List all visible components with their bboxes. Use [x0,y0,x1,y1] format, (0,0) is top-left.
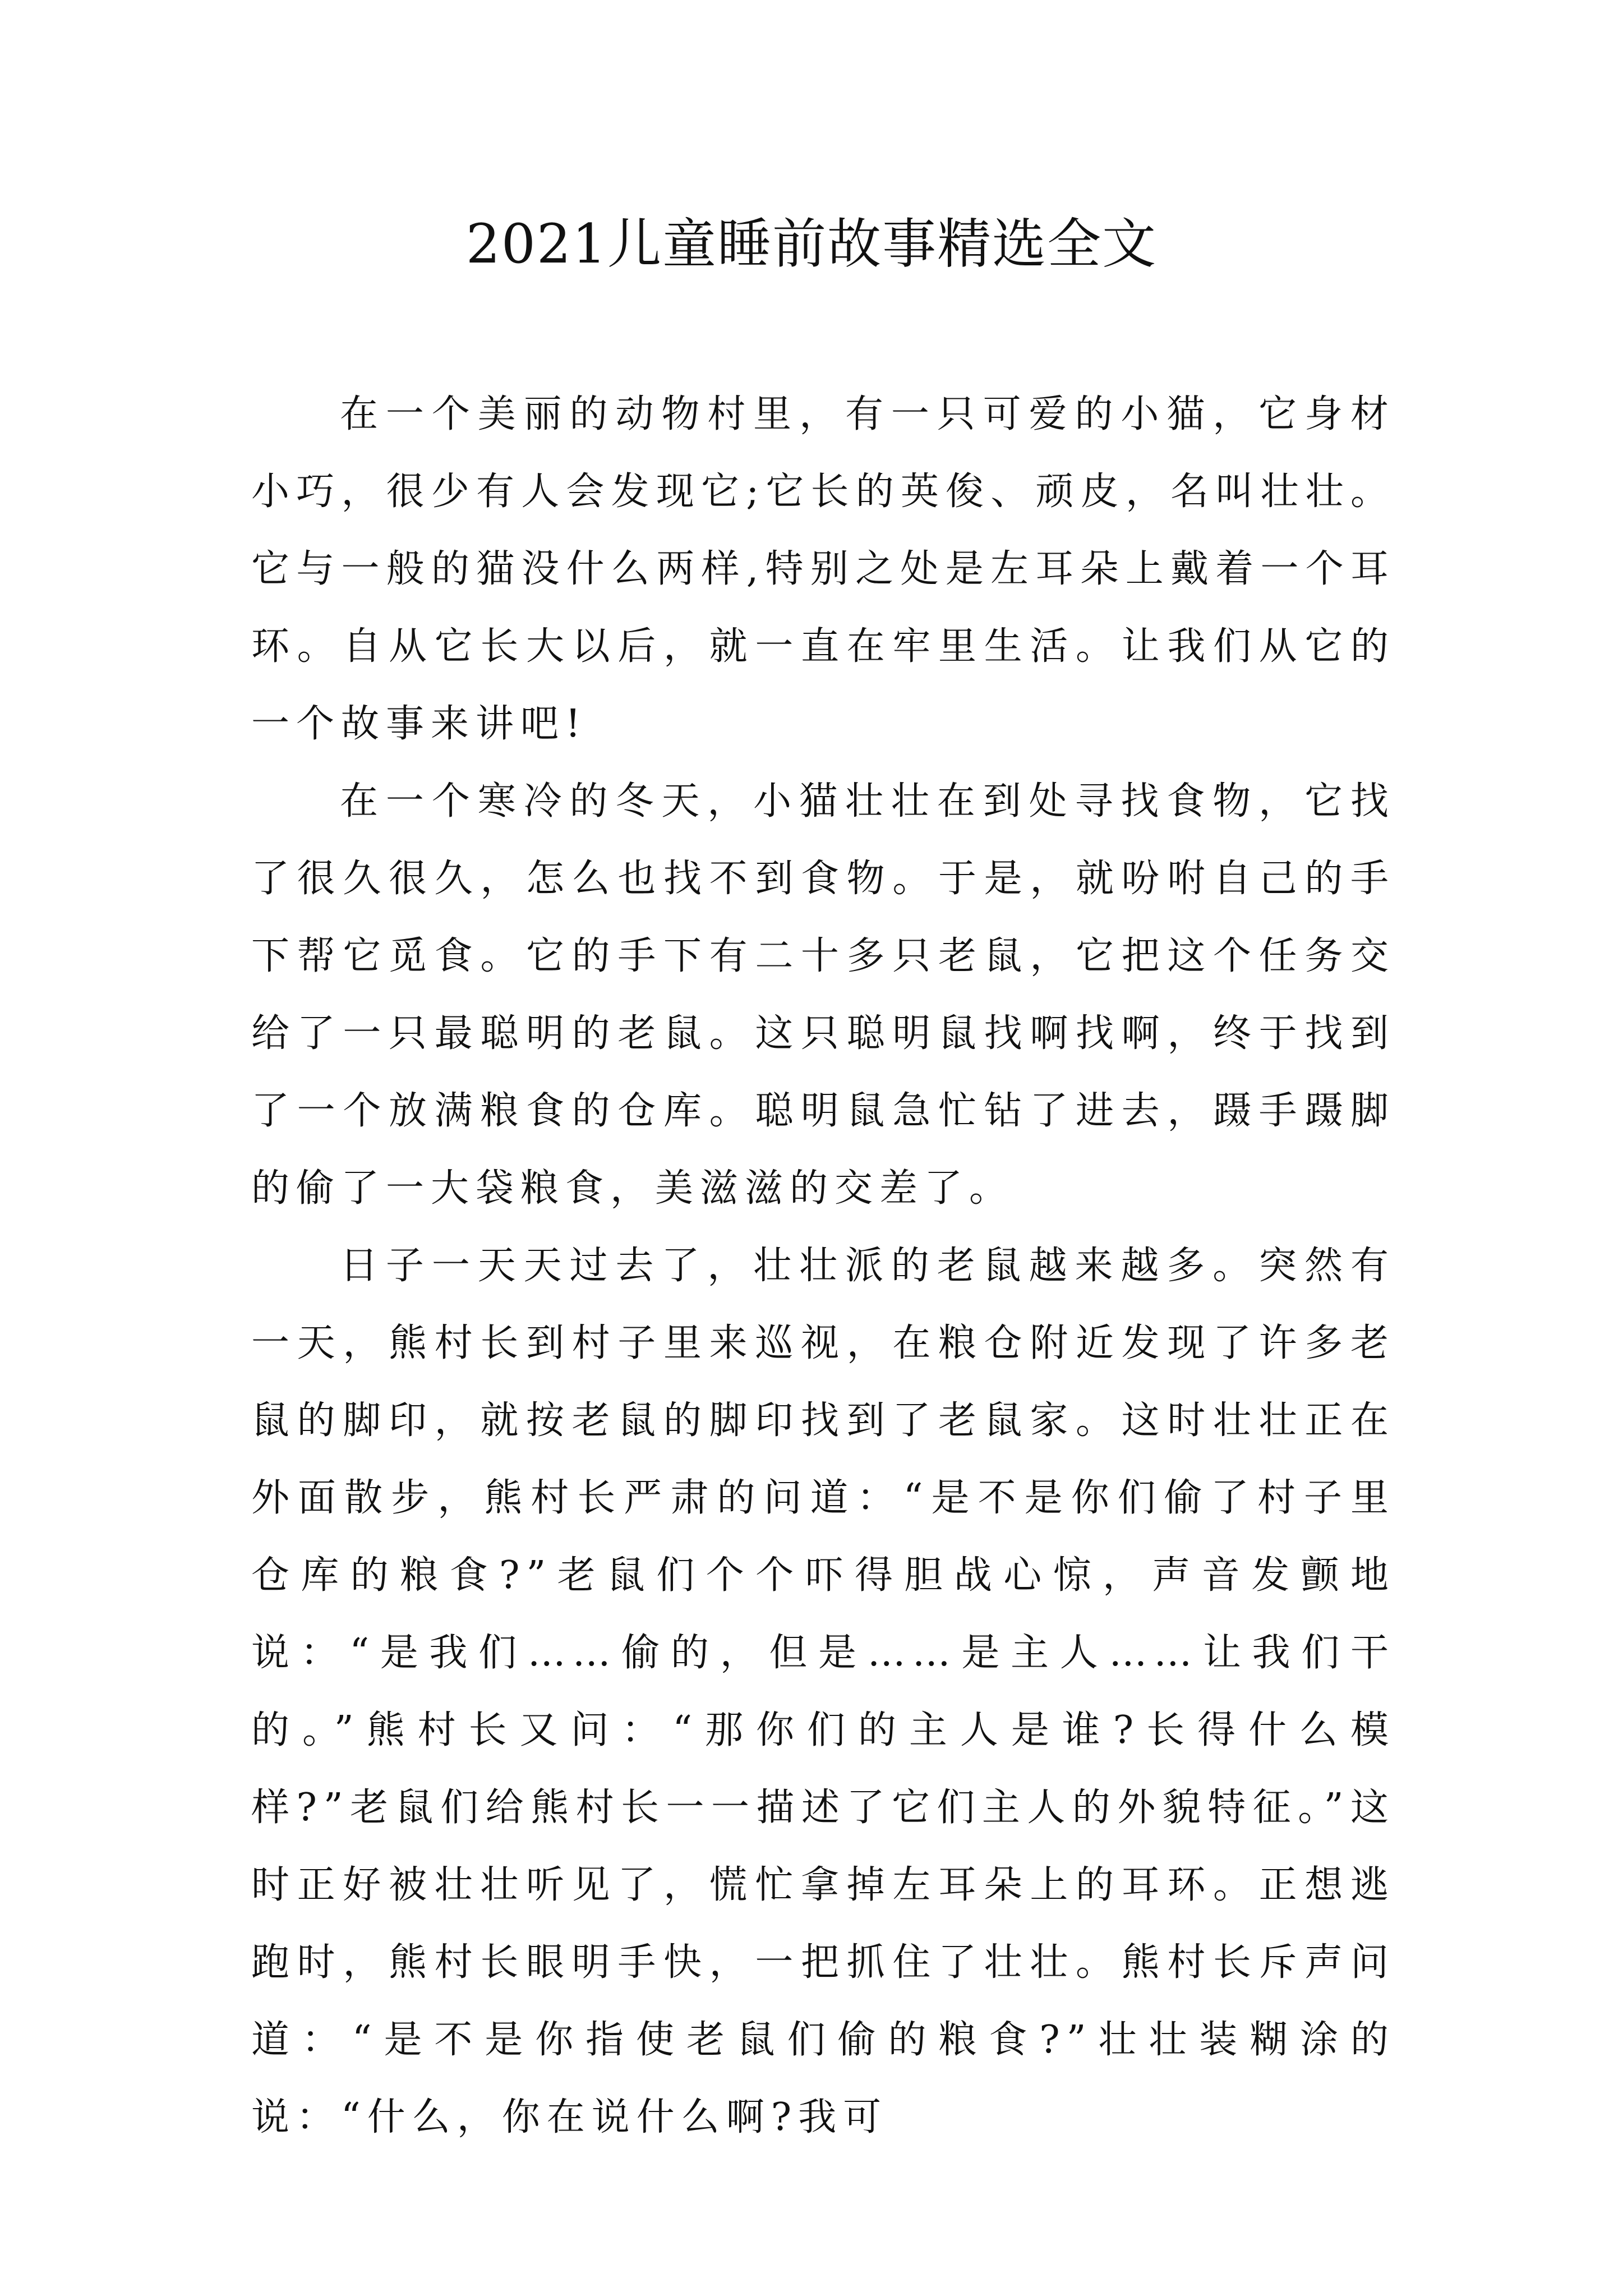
document-body [251,376,1395,2156]
paragraph-3: 日子一天天过去了，壮壮派的老鼠越来越多。突然有一天，熊村长到村子里来巡视，在粮仓附近发现了许多老鼠的脚印，就按老鼠的脚印找到了老鼠家。这时壮壮正在外面散步，熊村长严肃的问道：“是不是你们偷了村子里仓库的粮食?”老鼠们个个吓得胆战心惊，声音发颤地说：“是我们……偷的，但是……是主人……让我们干的。”熊村长又问：“那你们的主人是谁?长得什么模样?”老鼠们给熊村长一一描述了它们主人的外貌特征。”这时正好被壮壮听见了，慌忙拿掉左耳朵上的耳环。正想逃跑时，熊村长眼明手快，一把抓住了壮壮。熊村长斥声问道：“是不是你指使老鼠们偷的粮食?”壮壮装糊涂的说：“什么，你在说什么啊?我可 [251,1244,1395,2139]
paragraph-2: 在一个寒冷的冬天，小猫壮壮在到处寻找食物，它找了很久很久，怎么也找不到食物。于是，就吩咐自己的手下帮它觅食。它的手下有二十多只老鼠，它把这个任务交给了一只最聪明的老鼠。这只聪明鼠找啊找啊，终于找到了一个放满粮食的仓库。聪明鼠急忙钻了进去，蹑手蹑脚的偷了一大袋粮食，美滋滋的交差了。 [251,779,1395,1211]
document-title: 2021儿童睡前故事精选全文 [465,213,1158,275]
paragraph-1: 在一个美丽的动物村里，有一只可爱的小猫，它身材小巧，很少有人会发现它;它长的英俊、顽皮，名叫壮壮。它与一般的猫没什么两样,特别之处是左耳朵上戴着一个耳环。自从它长大以后，就一直在牢里生活。让我们从它的一个故事来讲吧! [251,392,1395,746]
